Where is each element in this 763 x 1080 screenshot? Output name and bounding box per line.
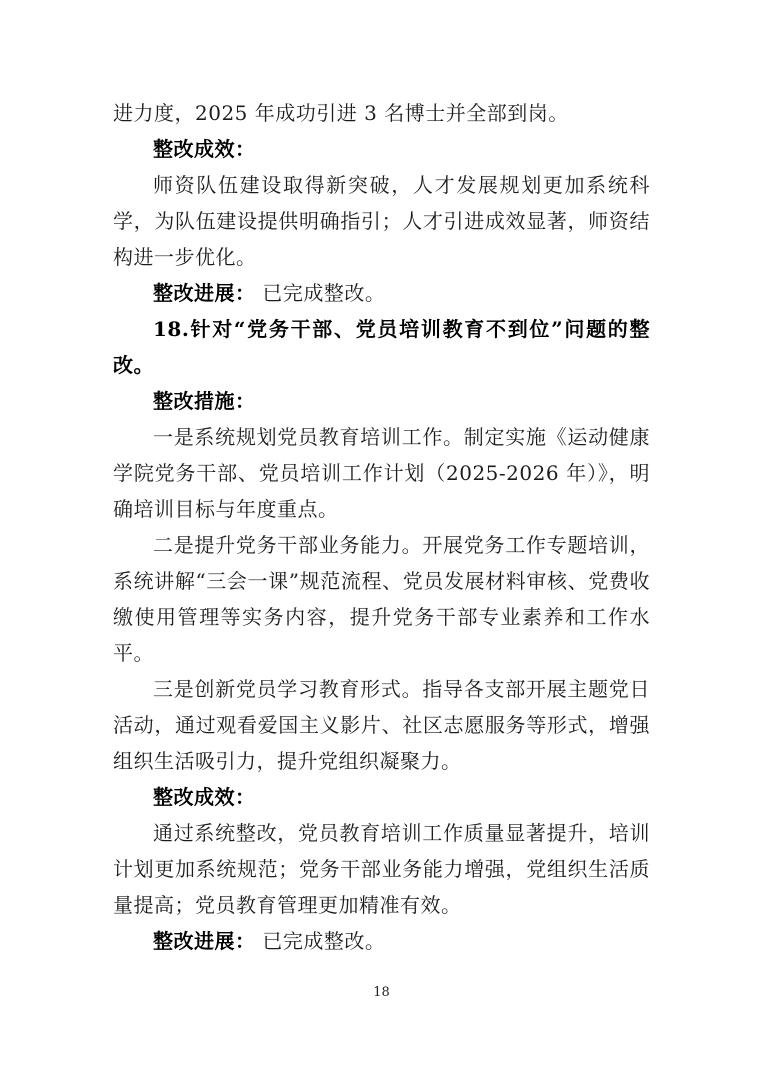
paragraph: [113, 815, 650, 923]
text-run: 通过系统整改，党员教育培训工作质量显著提升，培训计划更加系统规范；党务干部业务能力增强，党组织生活质量提高；党员教育管理更加精准有效。: [113, 821, 650, 917]
paragraph: [113, 779, 650, 815]
bold-text-run: 整改进展：: [153, 281, 256, 305]
paragraph: [113, 419, 650, 527]
paragraph: [113, 275, 650, 311]
paragraph: [113, 95, 650, 131]
text-run: 进力度，2025 年成功引进 3 名博士并全部到岗。: [113, 101, 569, 125]
text-run: 一是系统规划党员教育培训工作。制定实施《运动健康学院党务干部、党员培训工作计划（2025-2026 年）》，明确培训目标与年度重点。: [113, 425, 650, 521]
paragraph: [113, 923, 650, 959]
text-run: 已完成整改。: [255, 281, 386, 305]
paragraph: [113, 311, 650, 383]
text-run: 师资队伍建设取得新突破，人才发展规划更加系统科学，为队伍建设提供明确指引；人才引进成效显著，师资结构进一步优化。: [113, 173, 650, 269]
text-run: 已完成整改。: [255, 929, 386, 953]
bold-text-run: 整改进展：: [153, 929, 256, 953]
paragraph: [113, 383, 650, 419]
text-run: 三是创新党员学习教育形式。指导各支部开展主题党日活动，通过观看爱国主义影片、社区志愿服务等形式，增强组织生活吸引力，提升党组织凝聚力。: [113, 677, 650, 773]
paragraph: [113, 131, 650, 167]
text-run: 二是提升党务干部业务能力。开展党务工作专题培训，系统讲解“三会一课”规范流程、党员发展材料审核、党费收缴使用管理等实务内容，提升党务干部专业素养和工作水平。: [113, 533, 650, 665]
bold-text-run: 18.针对“党务干部、党员培训教育不到位”问题的整改。: [113, 317, 650, 377]
bold-text-run: 整改措施：: [153, 389, 256, 413]
document-body: [113, 95, 650, 959]
bold-text-run: 整改成效：: [153, 785, 256, 809]
bold-text-run: 整改成效：: [153, 137, 256, 161]
paragraph: [113, 671, 650, 779]
page-number: 18: [373, 985, 390, 1000]
paragraph: [113, 527, 650, 671]
paragraph: [113, 167, 650, 275]
